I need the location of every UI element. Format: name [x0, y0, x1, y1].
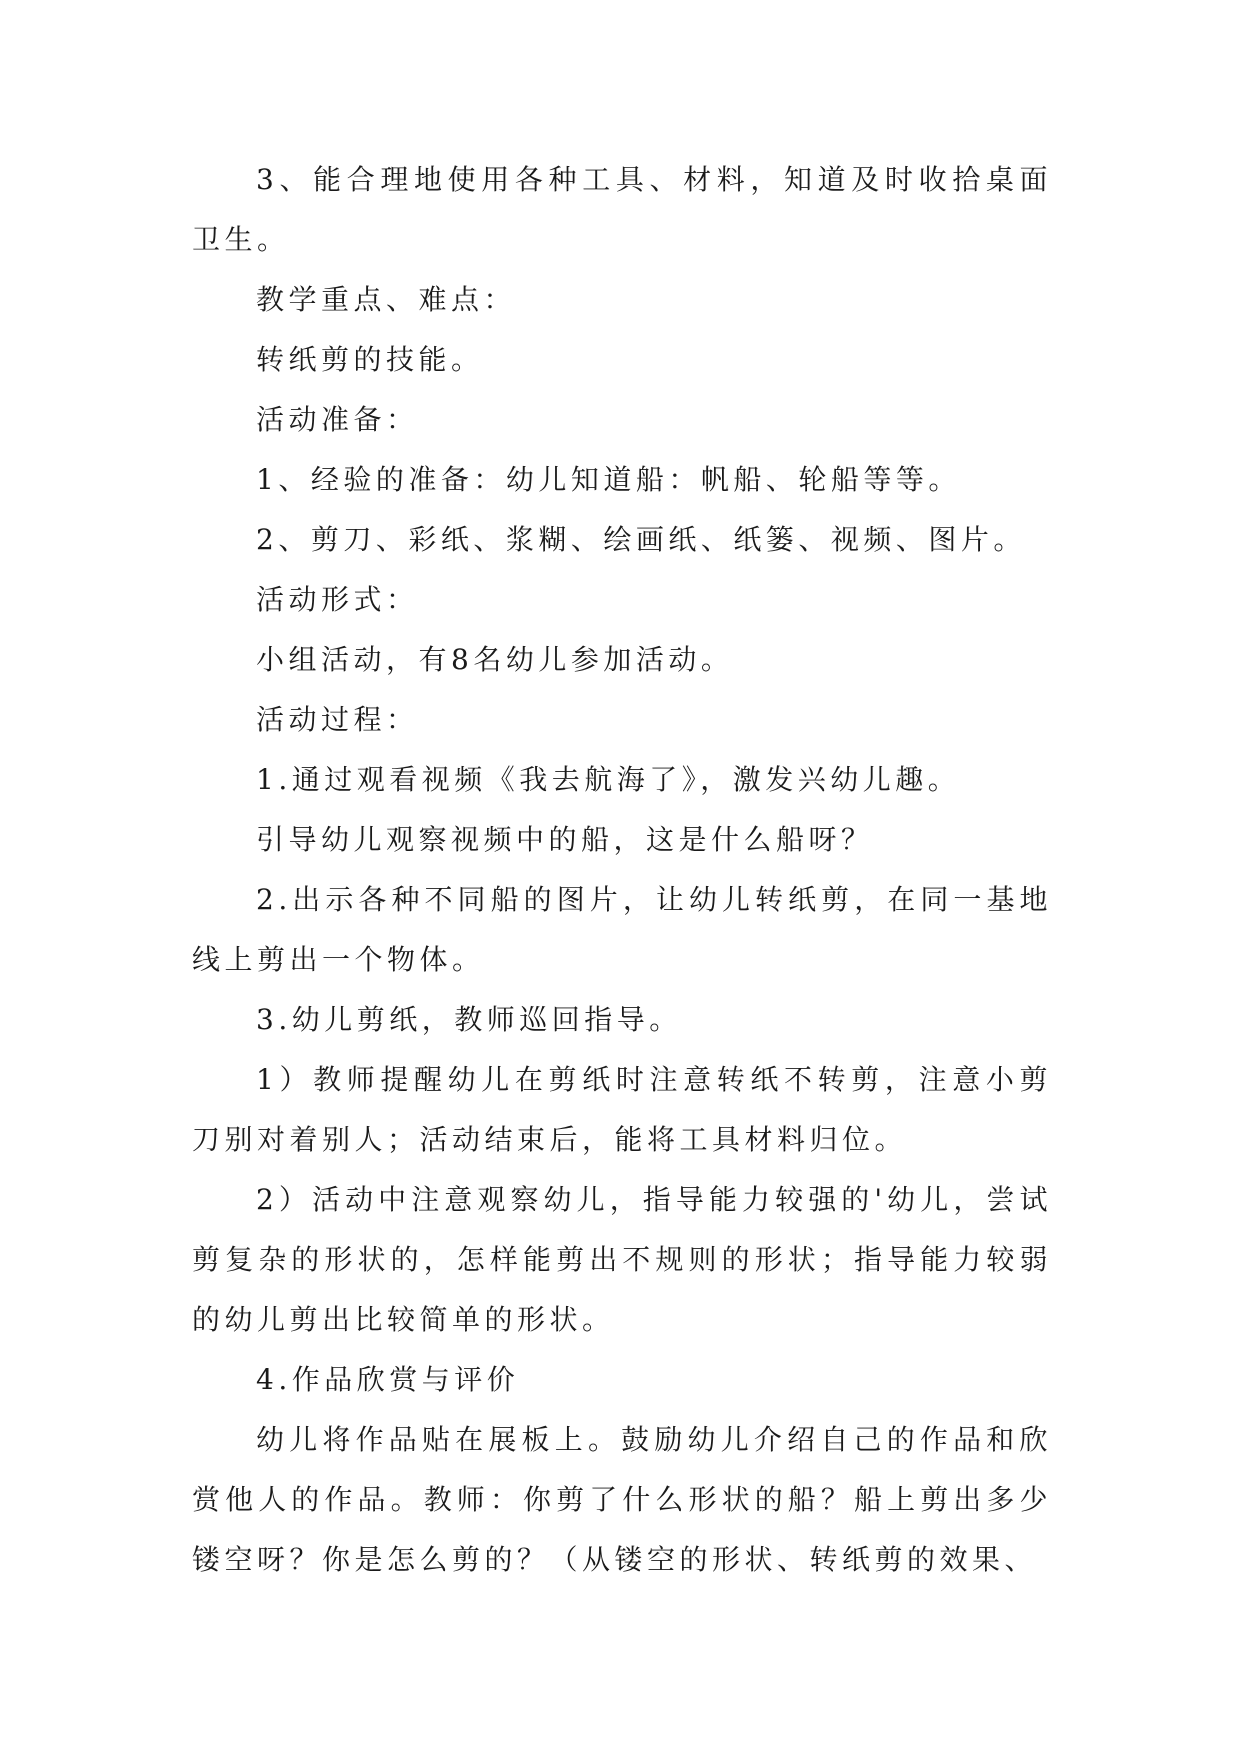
paragraph-key-skill: 转纸剪的技能。 [256, 343, 484, 376]
heading-activity-form: 活动形式： [256, 583, 419, 616]
paragraph-process-3-2: 2）活动中注意观察幼儿，指导能力较强的'幼儿，尝试剪复杂的形状的，怎样能剪出不规则的形状；指导能力较弱的幼儿剪出比较简单的形状。 [192, 1183, 1052, 1336]
paragraph-goal-3: 3、能合理地使用各种工具、材料，知道及时收拾桌面卫生。 [192, 163, 1052, 256]
paragraph-process-3-1: 1）教师提醒幼儿在剪纸时注意转纸不转剪，注意小剪刀别对着别人；活动结束后，能将工具材料归位。 [192, 1063, 1052, 1156]
paragraph-process-2: 2.出示各种不同船的图片，让幼儿转纸剪，在同一基地线上剪出一个物体。 [192, 883, 1052, 976]
document-body [192, 150, 1052, 1590]
paragraph-process-4-detail: 幼儿将作品贴在展板上。鼓励幼儿介绍自己的作品和欣赏他人的作品。教师：你剪了什么形状的船？船上剪出多少镂空呀？你是怎么剪的？（从镂空的形状、转纸剪的效果、 [192, 1423, 1052, 1576]
paragraph-preparation-1: 1、经验的准备：幼儿知道船：帆船、轮船等等。 [256, 463, 961, 496]
paragraph-process-3: 3.幼儿剪纸，教师巡回指导。 [256, 1003, 682, 1036]
heading-preparation: 活动准备： [256, 403, 419, 436]
paragraph-process-guide: 引导幼儿观察视频中的船，这是什么船呀？ [256, 823, 874, 856]
heading-activity-process: 活动过程： [256, 703, 419, 736]
heading-key-points: 教学重点、难点： [256, 283, 517, 316]
paragraph-activity-form: 小组活动，有8名幼儿参加活动。 [256, 643, 734, 676]
paragraph-process-1: 1.通过观看视频《我去航海了》，激发兴幼儿趣。 [256, 763, 961, 796]
paragraph-preparation-2: 2、剪刀、彩纸、浆糊、绘画纸、纸篓、视频、图片。 [256, 523, 1026, 556]
paragraph-process-4: 4.作品欣赏与评价 [256, 1363, 520, 1396]
